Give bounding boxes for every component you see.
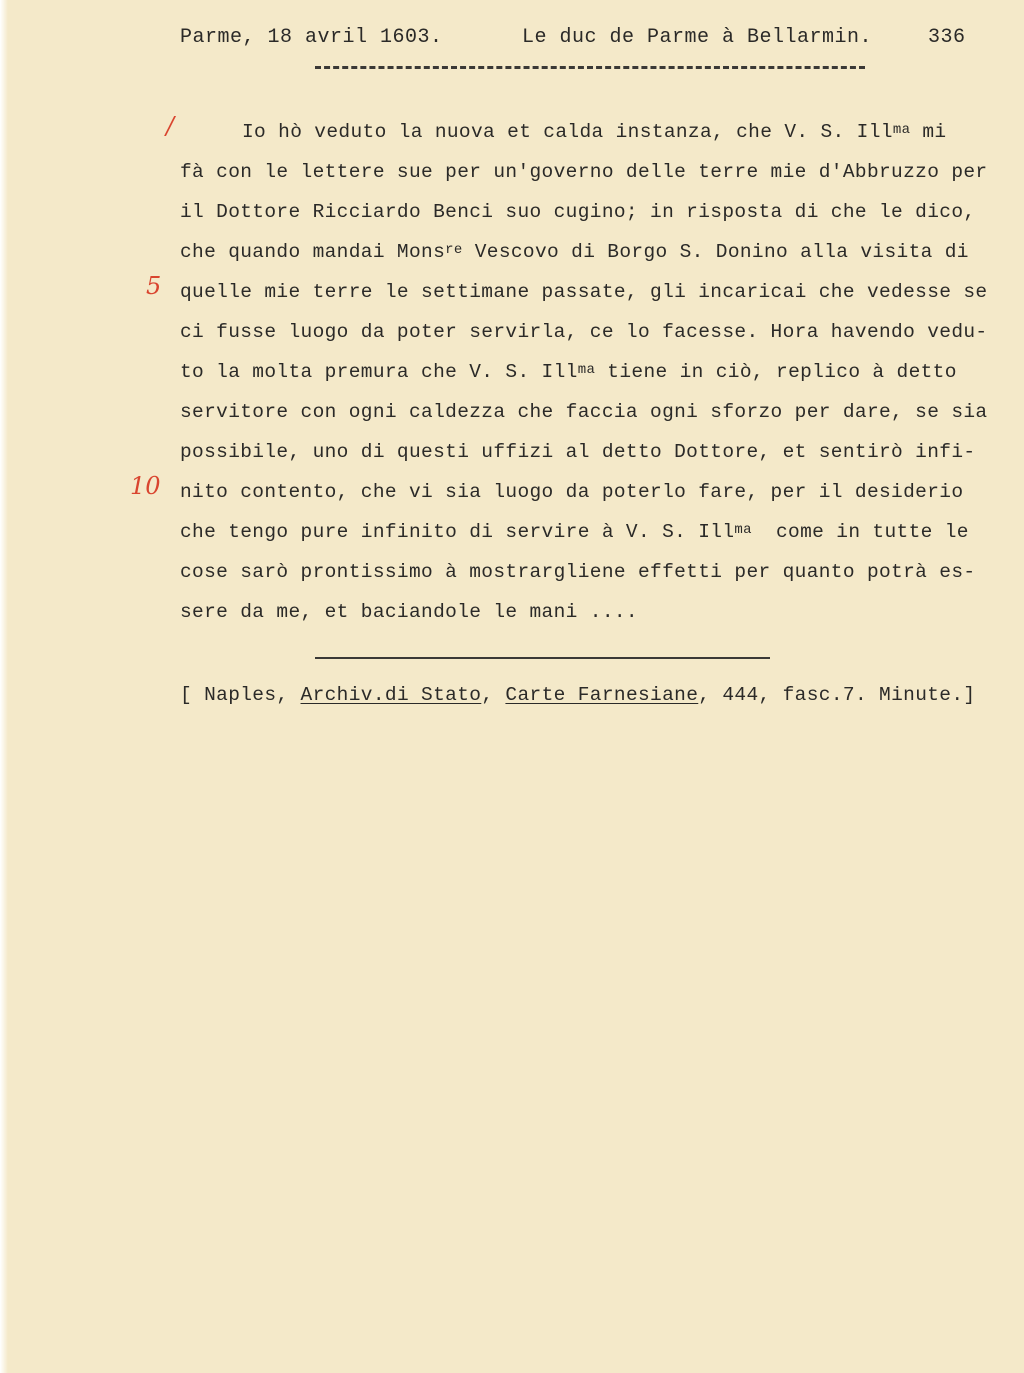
letter-line: quelle mie terre le settimane passate, gli incaricai che vedesse se <box>180 281 988 303</box>
letter-line: nito contento, che vi sia luogo da poterlo fare, per il desiderio <box>180 481 964 503</box>
letter-line: ci fusse luogo da poter servirla, ce lo facesse. Hora havendo vedu- <box>180 321 988 343</box>
source-citation: [ Naples, Archiv.di Stato, Carte Farnesiane, 444, fasc.7. Minute.] <box>180 684 976 706</box>
header-date: Parme, 18 avril 1603. <box>180 26 443 49</box>
margin-line-number-1: / <box>166 112 175 140</box>
separator-rule <box>315 657 770 659</box>
letter-line: Io hò veduto la nuova et calda instanza, che V. S. Ill$^{ma}$ mi <box>242 121 947 143</box>
letter-line: fà con le lettere sue per un'governo delle terre mie d'Abbruzzo per <box>180 161 988 183</box>
page-header <box>180 26 970 54</box>
header-dashed-rule <box>315 66 865 69</box>
letter-line: servitore con ogni caldezza che faccia ogni sforzo per dare, se sia <box>180 401 988 423</box>
letter-line: che quando mandai Mons$^{re}$ Vescovo di Borgo S. Donino alla visita di <box>180 241 969 263</box>
letter-line: cose sarò prontissimo à mostrargliene effetti per quanto potrà es- <box>180 561 976 583</box>
margin-line-number-5: 5 <box>146 272 162 300</box>
letter-line: che tengo pure infinito di servire à V. S. Ill$^{ma}$ come in tutte le <box>180 521 969 543</box>
header-page-number: 336 <box>928 26 966 49</box>
citation-collection: Carte Farnesiane <box>505 684 699 706</box>
letter-line: sere da me, et baciandole le mani .... <box>180 601 638 623</box>
header-title: Le duc de Parme à Bellarmin. <box>522 26 873 49</box>
letter-line: il Dottore Ricciardo Benci suo cugino; in risposta di che le dico, <box>180 201 976 223</box>
letter-line: possibile, uno di questi uffizi al detto Dottore, et sentirò infi- <box>180 441 976 463</box>
citation-archive: Archiv.di Stato <box>300 684 482 706</box>
margin-line-number-10: 10 <box>130 472 161 500</box>
letter-body <box>180 112 1005 632</box>
letter-line: to la molta premura che V. S. Ill$^{ma}$ tiene in ciò, replico à detto <box>180 361 957 383</box>
